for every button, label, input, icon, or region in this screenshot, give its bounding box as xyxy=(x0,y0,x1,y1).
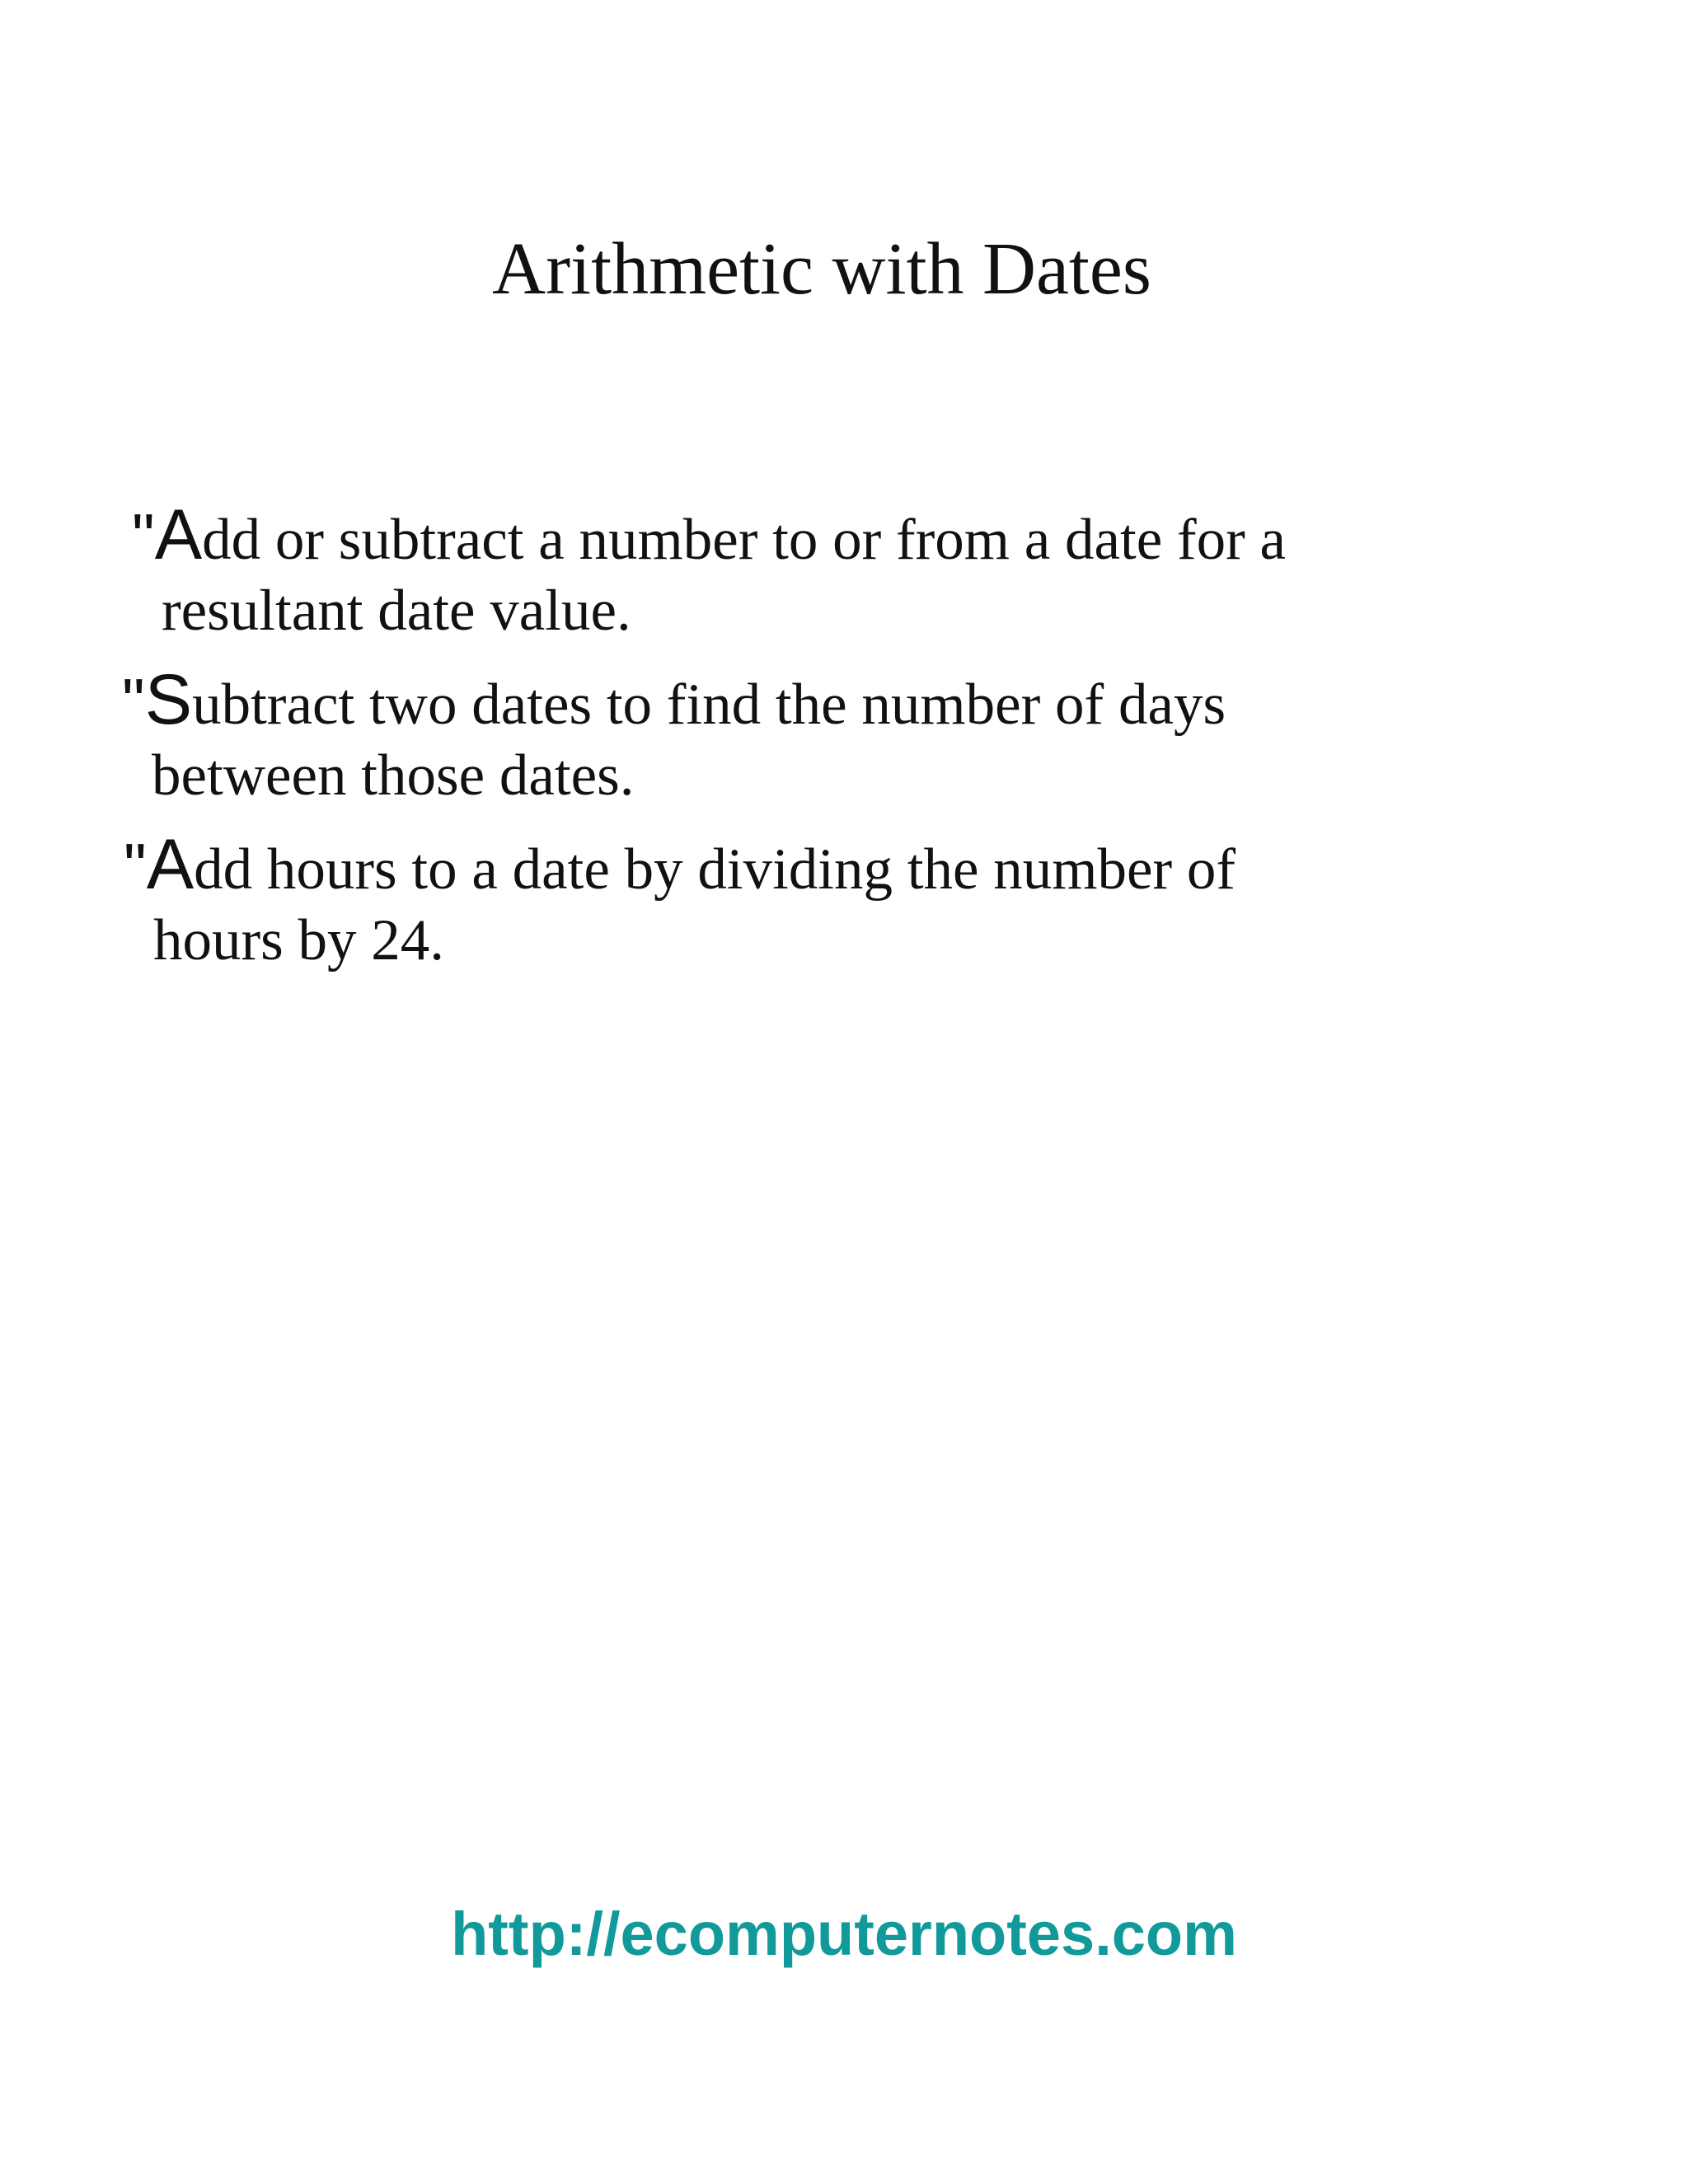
bullet-initial-letter: A xyxy=(154,495,203,574)
bullet-quote-mark: " xyxy=(132,500,155,573)
bullet-quote-mark: " xyxy=(124,830,147,902)
bullet-text: ubtract two dates to find the number of days xyxy=(192,673,1226,737)
bullet-text: dd or subtract a number to or from a date for a xyxy=(202,508,1287,572)
bullet-continuation-line: between those dates. xyxy=(152,743,635,808)
bullet-continuation-line: resultant date value. xyxy=(162,579,631,643)
footer-website-link[interactable]: http://ecomputernotes.com xyxy=(451,1900,1237,1968)
bullet-item xyxy=(124,825,1236,976)
bullet-first-line xyxy=(122,660,1226,740)
bullet-first-line xyxy=(124,825,1236,905)
bullet-item xyxy=(132,495,1287,646)
bullet-first-line xyxy=(132,495,1287,575)
bullet-quote-mark: " xyxy=(122,665,145,738)
bullet-initial-letter: S xyxy=(144,660,193,739)
bullet-initial-letter: A xyxy=(146,825,195,904)
bullet-text: dd hours to a date by dividing the number of xyxy=(194,837,1236,902)
bullet-continuation-line: hours by 24. xyxy=(153,908,445,972)
bullet-item xyxy=(122,660,1226,811)
slide-title: Arithmetic with Dates xyxy=(492,228,1151,310)
